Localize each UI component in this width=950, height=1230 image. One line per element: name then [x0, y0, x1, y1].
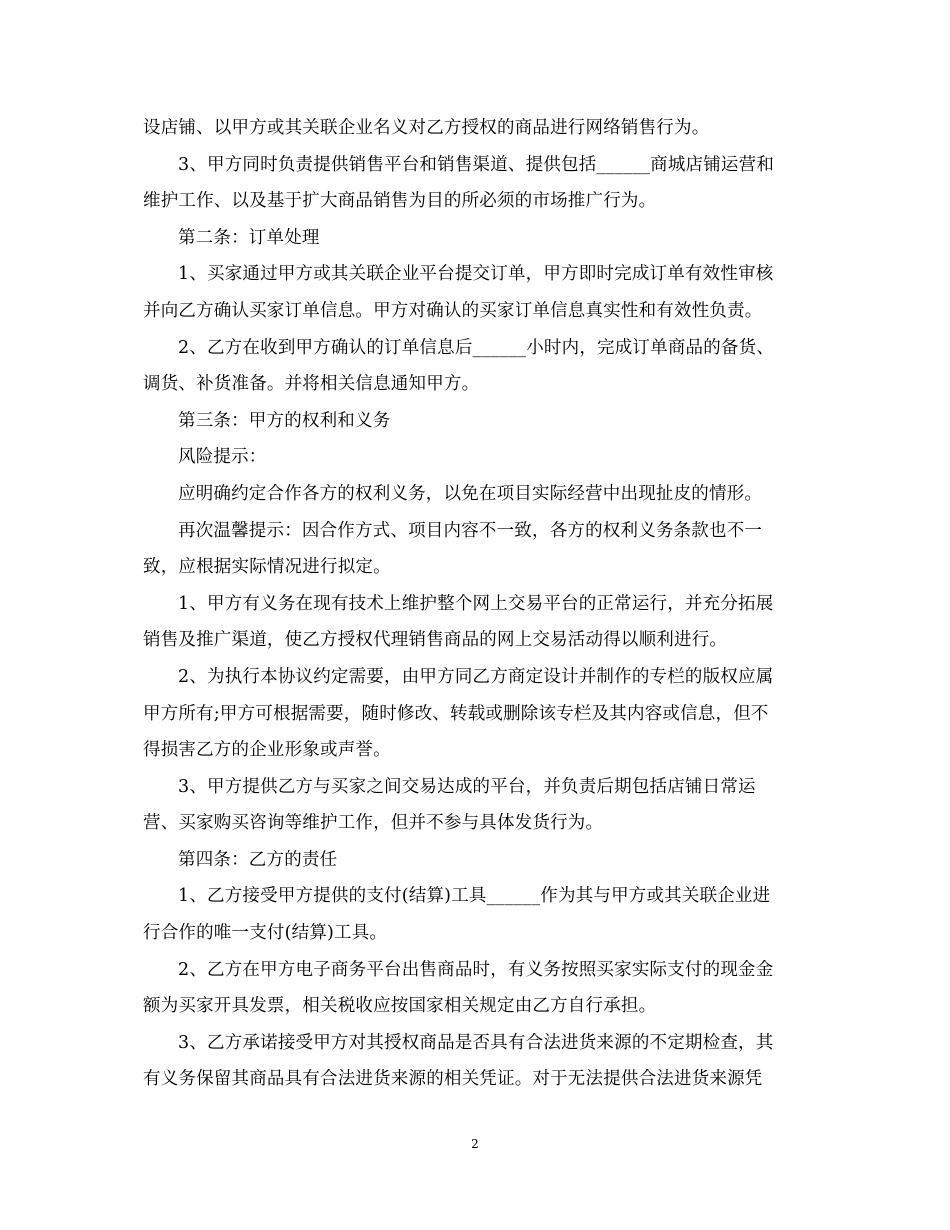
clause-1-line: 1、甲方有义务在现有技术上维护整个网上交易平台的正常运行，并充分拓展 [178, 593, 774, 614]
risk-tip-text: 应明确约定合作各方的权利义务，以免在项目实际经营中出现扯皮的情形。 [178, 483, 763, 504]
text-line: 得损害乙方的企业形象或声誉。 [143, 740, 391, 761]
text-line: 调货、补货准备。并将相关信息通知甲方。 [143, 374, 480, 395]
clause-3-line: 3、乙方承诺接受甲方对其授权商品是否具有合法进货来源的不定期检查，其 [178, 1032, 774, 1053]
text-line: 甲方所有;甲方可根据需要，随时修改、转载或删除该专栏及其内容或信息，但不 [143, 703, 769, 724]
text-line: 销售及推广渠道，使乙方授权代理销售商品的网上交易活动得以顺利进行。 [143, 630, 728, 651]
clause-1-line: 1、买家通过甲方或其关联企业平台提交订单，甲方即时完成订单有效性审核 [178, 264, 774, 285]
clause-3-line: 3、甲方同时负责提供销售平台和销售渠道、提供包括______商城店铺运营和 [178, 154, 775, 175]
clause-2-line: 2、乙方在收到甲方确认的订单信息后______小时内，完成订单商品的备货、 [178, 337, 775, 358]
section-heading-article-3: 第三条：甲方的权利和义务 [178, 410, 391, 431]
clause-2-line: 2、为执行本协议约定需要，由甲方同乙方商定设计并制作的专栏的版权应属 [178, 666, 774, 687]
text-line: 有义务保留其商品具有合法进货来源的相关凭证。对于无法提供合法进货来源凭 [143, 1069, 763, 1090]
page-number: 2 [471, 1137, 479, 1151]
section-heading-article-2: 第二条：订单处理 [178, 227, 320, 248]
risk-tip-label: 风险提示： [178, 447, 267, 468]
reminder-line: 再次温馨提示：因合作方式、项目内容不一致，各方的权利义务条款也不一 [178, 520, 763, 541]
clause-3-line: 3、甲方提供乙方与买家之间交易达成的平台，并负责后期包括店铺日常运 [178, 776, 756, 797]
text-line: 行合作的唯一支付(结算)工具。 [143, 923, 388, 944]
text-line: 设店铺、以甲方或其关联企业名义对乙方授权的商品进行网络销售行为。 [143, 118, 710, 138]
text-line: 维护工作、以及基于扩大商品销售为目的所必须的市场推广行为。 [143, 191, 657, 212]
section-heading-article-4: 第四条：乙方的责任 [178, 849, 338, 870]
clause-2-line: 2、乙方在甲方电子商务平台出售商品时，有义务按照买家实际支付的现金金 [178, 959, 774, 980]
text-line: 致，应根据实际情况进行拟定。 [143, 557, 391, 578]
document-body [143, 110, 807, 1098]
text-line: 营、买家购买咨询等维护工作，但并不参与具体发货行为。 [143, 813, 604, 834]
clause-1-line: 1、乙方接受甲方提供的支付(结算)工具______作为其与甲方或其关联企业进 [178, 886, 771, 907]
text-line: 额为买家开具发票，相关税收应按国家相关规定由乙方自行承担。 [143, 996, 657, 1017]
text-line: 并向乙方确认买家订单信息。甲方对确认的买家订单信息真实性和有效性负责。 [143, 300, 763, 321]
